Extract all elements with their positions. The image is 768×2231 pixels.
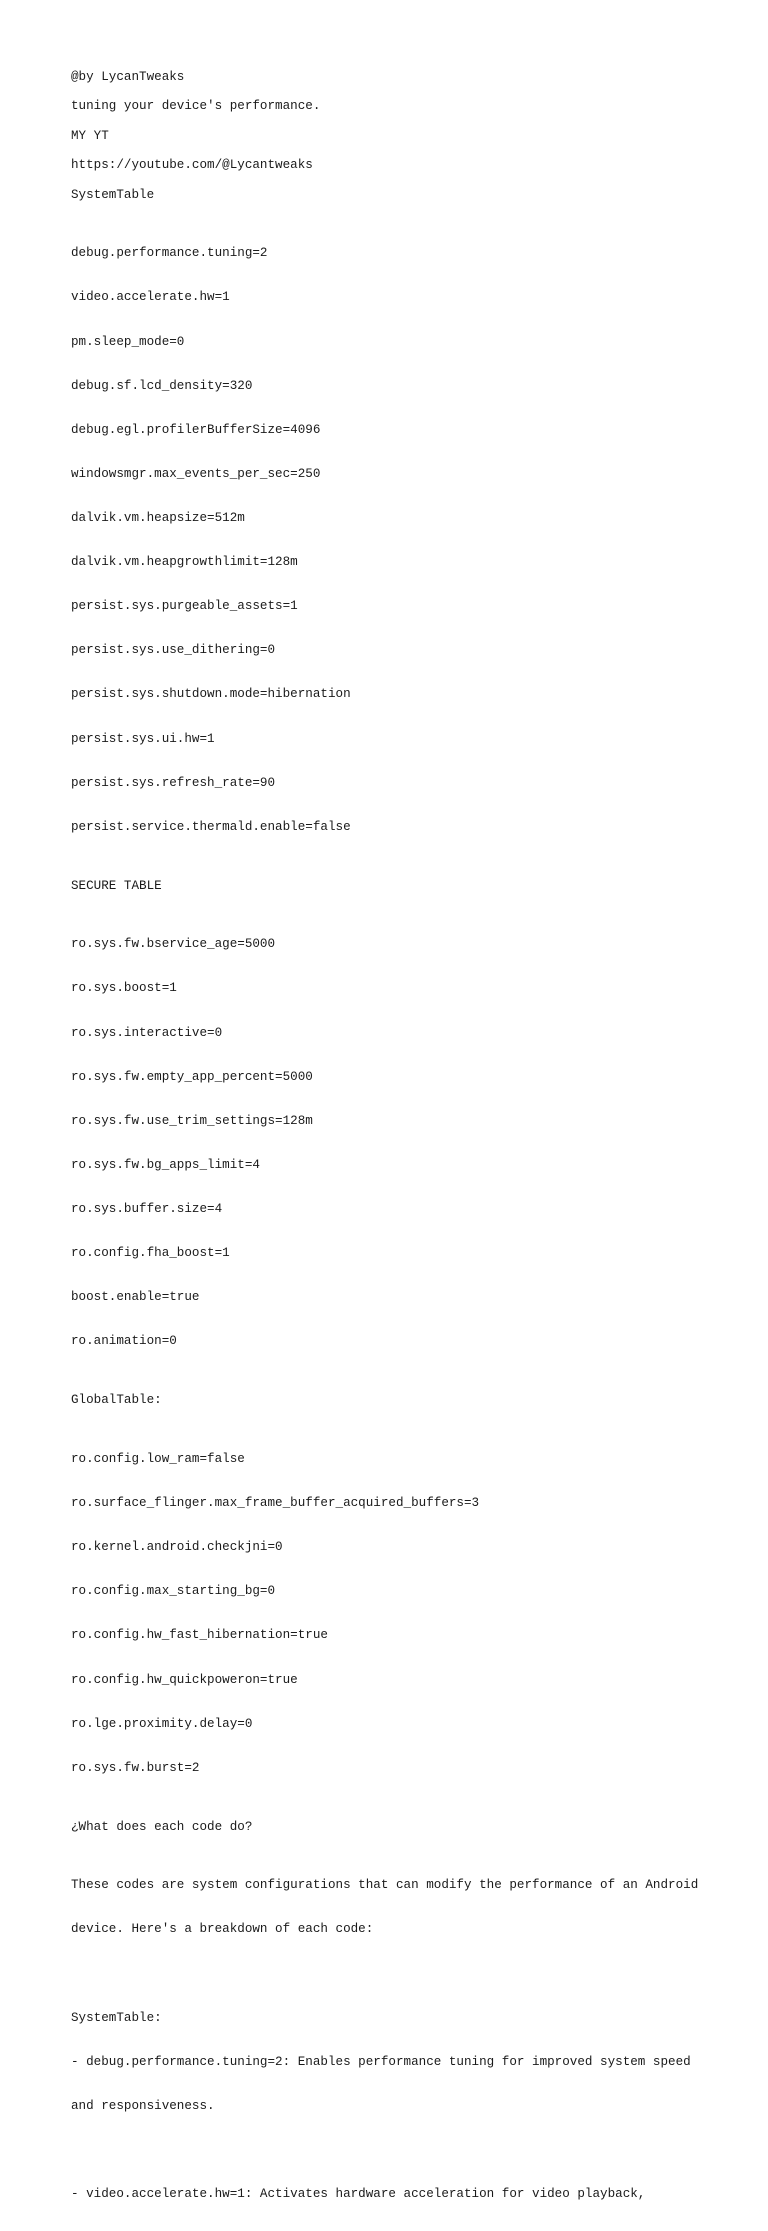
- summary-line: These codes are system configurations that can modify the performance of an Android: [71, 1878, 699, 1893]
- system-table-entries: [71, 217, 728, 864]
- global-table-entry: ro.config.low_ram=false: [71, 1451, 245, 1466]
- global-table-entry: ro.config.hw_fast_hibernation=true: [71, 1628, 328, 1643]
- system-table-entry: persist.service.thermald.enable=false: [71, 819, 351, 834]
- secure-table-entry: ro.sys.fw.bg_apps_limit=4: [71, 1157, 260, 1172]
- secure-table-entry: ro.animation=0: [71, 1334, 177, 1349]
- explanation-section-heading: SystemTable:: [71, 2010, 162, 2025]
- system-table-entry: debug.performance.tuning=2: [71, 246, 268, 261]
- global-table-heading: [71, 1393, 728, 1408]
- global-table-entry: ro.kernel.android.checkjni=0: [71, 1540, 283, 1555]
- secure-table-entry: ro.sys.fw.use_trim_settings=128m: [71, 1113, 313, 1128]
- system-table-entry: debug.sf.lcd_density=320: [71, 378, 253, 393]
- system-table-entry: pm.sleep_mode=0: [71, 334, 185, 349]
- youtube-heading-text: MY YT: [71, 128, 109, 143]
- youtube-url-text: https://youtube.com/@Lycantweaks: [71, 158, 313, 173]
- system-table-entry: persist.sys.refresh_rate=90: [71, 775, 276, 790]
- summary-line: device. Here's a breakdown of each code:: [71, 1922, 374, 1937]
- system-table-entry: persist.sys.shutdown.mode=hibernation: [71, 687, 351, 702]
- question-heading: [71, 1820, 728, 1835]
- summary-paragraph: [71, 1849, 728, 1967]
- secure-table-entry: ro.sys.boost=1: [71, 981, 177, 996]
- system-table-entry: persist.sys.use_dithering=0: [71, 643, 276, 658]
- global-table-entry: ro.config.hw_quickpoweron=true: [71, 1672, 298, 1687]
- secure-table-entry: ro.sys.fw.empty_app_percent=5000: [71, 1069, 313, 1084]
- global-table-entry: ro.sys.fw.burst=2: [71, 1760, 200, 1775]
- global-table-entries: [71, 1423, 728, 1805]
- explanation-section: [71, 1981, 728, 2143]
- global-table-entry: ro.lge.proximity.delay=0: [71, 1716, 253, 1731]
- system-table-entry: windowsmgr.max_events_per_sec=250: [71, 466, 321, 481]
- system-table-heading: [71, 188, 728, 203]
- secure-table-entry: boost.enable=true: [71, 1290, 200, 1305]
- explanation-item-line: - debug.performance.tuning=2: Enables performance tuning for improved system speed: [71, 2054, 691, 2069]
- secure-table-entry: ro.sys.fw.bservice_age=5000: [71, 937, 276, 952]
- secure-table-entry: ro.sys.buffer.size=4: [71, 1202, 223, 1217]
- youtube-url: [71, 158, 728, 173]
- tagline: [71, 99, 728, 114]
- global-table-heading-text: GlobalTable:: [71, 1393, 162, 1408]
- system-table-entry: debug.egl.profilerBufferSize=4096: [71, 422, 321, 437]
- secure-table-heading: [71, 879, 728, 894]
- system-table-heading-text: SystemTable: [71, 187, 155, 202]
- global-table-entry: ro.config.max_starting_bg=0: [71, 1584, 276, 1599]
- global-table-entry: ro.surface_flinger.max_frame_buffer_acquired_buffers=3: [71, 1496, 480, 1511]
- byline-text: @by LycanTweaks: [71, 70, 185, 84]
- secure-table-entry: ro.config.fha_boost=1: [71, 1246, 230, 1261]
- system-table-entry: persist.sys.ui.hw=1: [71, 731, 215, 746]
- tagline-text: tuning your device's performance.: [71, 99, 321, 114]
- explanation-item-line: - video.accelerate.hw=1: Activates hardware acceleration for video playback,: [71, 2187, 646, 2202]
- system-table-entry: dalvik.vm.heapgrowthlimit=128m: [71, 555, 298, 570]
- youtube-heading: [71, 129, 728, 144]
- secure-table-entries: [71, 908, 728, 1379]
- byline: [71, 70, 728, 85]
- explanation-item-line: and responsiveness.: [71, 2098, 215, 2113]
- secure-table-entry: ro.sys.interactive=0: [71, 1025, 223, 1040]
- system-table-entry: dalvik.vm.heapsize=512m: [71, 511, 245, 526]
- system-table-entry: persist.sys.purgeable_assets=1: [71, 599, 298, 614]
- secure-table-heading-text: SECURE TABLE: [71, 878, 162, 893]
- system-table-entry: video.accelerate.hw=1: [71, 290, 230, 305]
- explanation-item: [71, 2158, 728, 2231]
- question-heading-text: ¿What does each code do?: [71, 1819, 253, 1834]
